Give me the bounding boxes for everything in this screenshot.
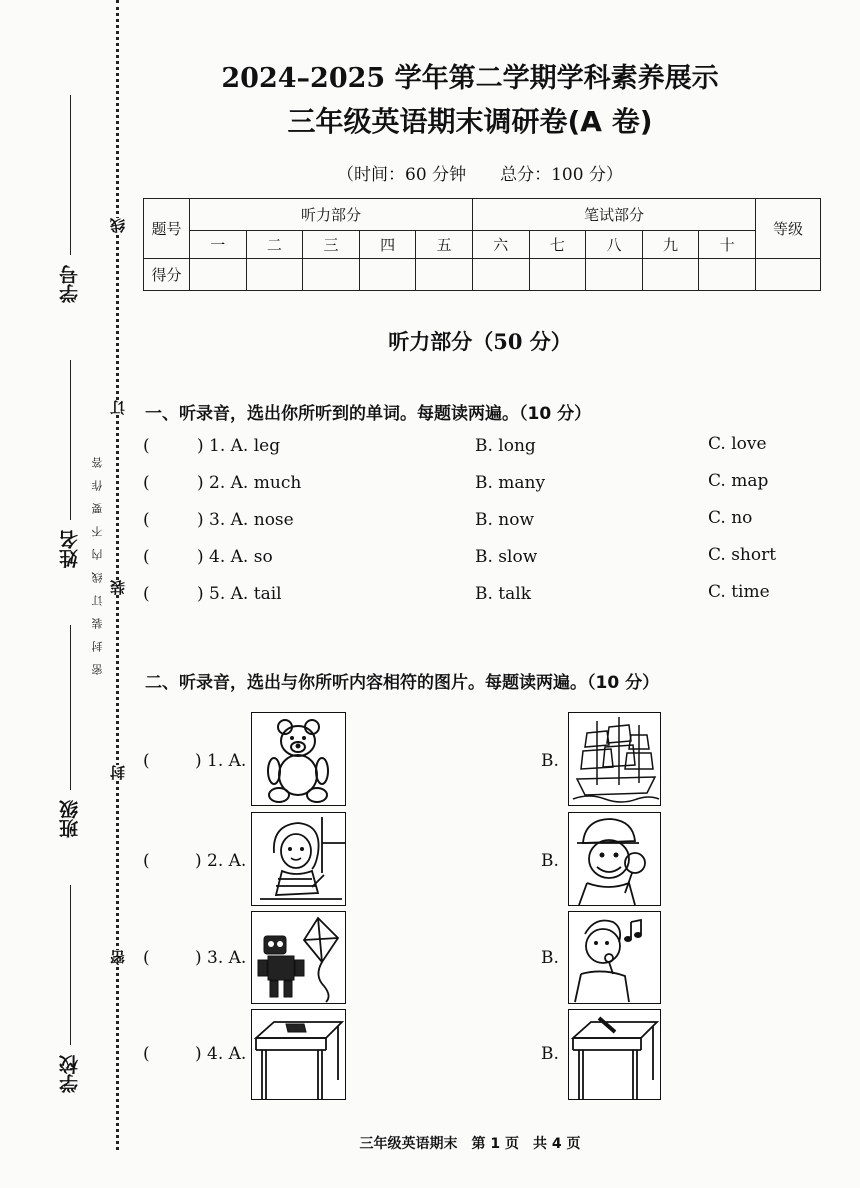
score-cell[interactable] (586, 259, 643, 291)
score-grade-label: 等级 (756, 199, 821, 259)
teddy-bear-icon (252, 713, 345, 805)
option-a: ) 4. A. so (197, 547, 273, 567)
exam-title-line2: 三年级英语期末调研卷(A 卷) (287, 105, 653, 138)
label-student-id: 学号 (59, 265, 81, 303)
box-on-desk-icon (252, 1010, 345, 1099)
option-a: ) 2. A. much (197, 473, 302, 493)
boy-singing-icon (569, 912, 660, 1003)
kite-and-robot-picture[interactable] (251, 911, 346, 1004)
option-b-label: B. (541, 948, 559, 968)
score-col-1: 一 (190, 231, 247, 259)
binding-warning: 密封装订线内不要作答 (91, 445, 104, 675)
sailing-ship-picture[interactable] (568, 712, 661, 806)
option-c: C. short (708, 545, 777, 565)
score-group-writing: 笔试部分 (472, 199, 755, 231)
score-col-3: 三 (303, 231, 360, 259)
class-blank-line (70, 625, 71, 790)
answer-paren[interactable]: ( (143, 473, 150, 493)
option-a: ) 3. A. nose (197, 510, 294, 530)
option-a: ) 1. A. leg (197, 436, 281, 456)
pen-on-desk-icon (569, 1010, 660, 1099)
listening-section-title: 听力部分（50 分） (388, 329, 572, 354)
option-a: ) 5. A. tail (197, 584, 282, 604)
seal-mark-zhuang: 装 (109, 580, 127, 595)
option-b: B. talk (475, 584, 532, 604)
teddy-bear-picture[interactable] (251, 712, 346, 806)
sailing-ship-icon (569, 713, 660, 805)
option-a-label: ) 1. A. (195, 751, 247, 771)
score-col-2: 二 (246, 231, 303, 259)
option-b: B. now (475, 510, 535, 530)
name-blank-line (70, 360, 71, 520)
kite-and-robot-icon (252, 912, 345, 1003)
answer-paren[interactable]: ( (143, 751, 150, 771)
option-c: C. no (708, 508, 753, 528)
page-footer: 三年级英语期末 第 1 页 共 4 页 (359, 1136, 581, 1152)
option-b: B. long (475, 436, 536, 456)
score-row-label-score: 得分 (144, 259, 190, 291)
score-cell[interactable] (190, 259, 247, 291)
answer-paren[interactable]: ( (143, 436, 150, 456)
score-cell[interactable] (359, 259, 416, 291)
label-school: 学校 (59, 1055, 81, 1093)
score-col-10: 十 (699, 231, 756, 259)
boy-singing-picture[interactable] (568, 911, 661, 1004)
boy-with-magnifier-icon (569, 813, 660, 905)
option-c: C. love (708, 434, 767, 454)
option-b-label: B. (541, 1044, 559, 1064)
grade-cell[interactable] (756, 259, 821, 291)
seal-mark-mi: 密 (109, 950, 127, 965)
seal-mark-feng: 封 (109, 765, 127, 780)
option-a-label: ) 2. A. (195, 851, 247, 871)
pen-on-desk-picture[interactable] (568, 1009, 661, 1100)
score-col-8: 八 (586, 231, 643, 259)
score-cell[interactable] (303, 259, 360, 291)
score-row-label-number: 题号 (144, 199, 190, 259)
option-a-label: ) 3. A. (195, 948, 247, 968)
score-table (143, 198, 821, 291)
option-c: C. map (708, 471, 769, 491)
score-cell[interactable] (416, 259, 473, 291)
answer-paren[interactable]: ( (143, 547, 150, 567)
girl-drawing-icon (252, 813, 345, 905)
seal-mark-ding: 订 (109, 400, 127, 415)
score-cell[interactable] (472, 259, 529, 291)
girl-drawing-picture[interactable] (251, 812, 346, 906)
score-col-9: 九 (642, 231, 699, 259)
score-col-6: 六 (472, 231, 529, 259)
option-b: B. slow (475, 547, 538, 567)
option-b: B. many (475, 473, 546, 493)
answer-paren[interactable]: ( (143, 851, 150, 871)
label-name: 姓名 (59, 530, 81, 568)
boy-with-magnifier-picture[interactable] (568, 812, 661, 906)
exam-title-line1: 2024–2025 学年第二学期学科素养展示 (221, 63, 719, 94)
answer-paren[interactable]: ( (143, 584, 150, 604)
option-a-label: ) 4. A. (195, 1044, 247, 1064)
answer-paren[interactable]: ( (143, 948, 150, 968)
school-blank-line (70, 885, 71, 1045)
score-col-7: 七 (529, 231, 586, 259)
option-b-label: B. (541, 751, 559, 771)
label-class: 班级 (59, 800, 81, 838)
answer-paren[interactable]: ( (143, 1044, 150, 1064)
option-c: C. time (708, 582, 770, 602)
score-col-5: 五 (416, 231, 473, 259)
exam-subtitle: （时间：60 分钟 总分：100 分） (337, 165, 623, 185)
score-cell[interactable] (642, 259, 699, 291)
part1-heading: 一、听录音，选出你所听到的单词。每题读两遍。（10 分） (145, 404, 592, 424)
score-cell[interactable] (246, 259, 303, 291)
box-on-desk-picture[interactable] (251, 1009, 346, 1100)
seal-mark-xian: 线 (109, 218, 127, 233)
score-group-listening: 听力部分 (190, 199, 473, 231)
score-cell[interactable] (699, 259, 756, 291)
answer-paren[interactable]: ( (143, 510, 150, 530)
score-col-4: 四 (359, 231, 416, 259)
score-cell[interactable] (529, 259, 586, 291)
part2-heading: 二、听录音，选出与你所听内容相符的图片。每题读两遍。（10 分） (145, 673, 660, 693)
option-b-label: B. (541, 851, 559, 871)
